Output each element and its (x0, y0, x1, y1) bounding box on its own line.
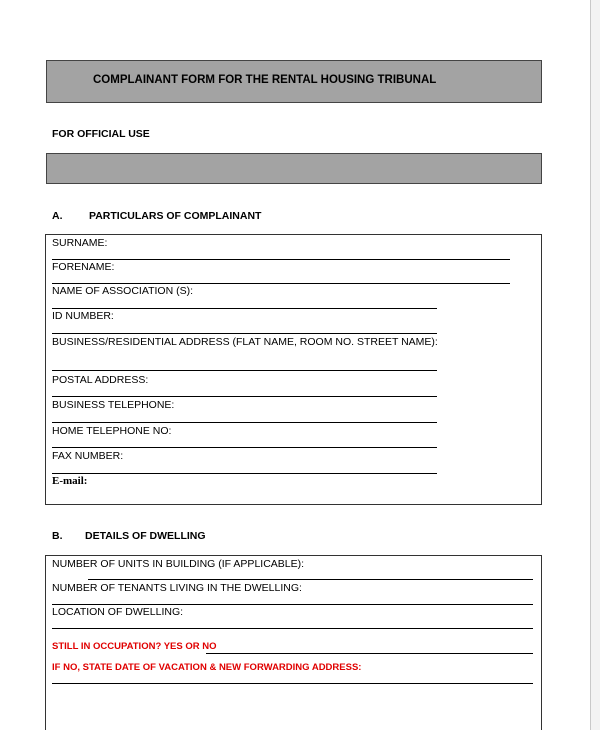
postal-address-line (52, 396, 437, 397)
association-label: NAME OF ASSOCIATION (S): (52, 285, 193, 297)
still-in-occupation-label: STILL IN OCCUPATION? YES OR NO (52, 641, 217, 652)
fax-number-field[interactable] (46, 450, 541, 474)
location-label: LOCATION OF DWELLING: (52, 606, 184, 618)
business-telephone-label: BUSINESS TELEPHONE: (52, 399, 175, 411)
official-use-label: FOR OFFICIAL USE (52, 128, 150, 140)
surname-line (52, 259, 510, 260)
location-line (52, 628, 533, 629)
section-a-letter: A. (52, 210, 63, 222)
vacation-date-line (52, 683, 533, 684)
email-label: E-mail: (52, 475, 88, 487)
surname-field[interactable] (46, 237, 541, 261)
tenants-count-label: NUMBER OF TENANTS LIVING IN THE DWELLING: (52, 582, 302, 594)
business-telephone-field[interactable] (46, 399, 541, 423)
section-b-letter: B. (52, 530, 63, 542)
units-in-building-line (88, 579, 533, 580)
home-telephone-line (52, 447, 437, 448)
address-label: BUSINESS/RESIDENTIAL ADDRESS (FLAT NAME, ROOM NO. STREET NAME): (52, 336, 438, 348)
units-in-building-label: NUMBER OF UNITS IN BUILDING (IF APPLICABLE): (52, 558, 305, 570)
surname-label: SURNAME: (52, 237, 108, 249)
address-field[interactable] (46, 336, 541, 360)
section-b-title: DETAILS OF DWELLING (85, 530, 206, 542)
still-in-occupation-line (206, 653, 533, 654)
id-number-field[interactable] (46, 310, 541, 334)
home-telephone-field[interactable] (46, 425, 541, 449)
tenants-count-line (52, 604, 533, 605)
tenants-count-field[interactable] (46, 582, 541, 606)
id-number-label: ID NUMBER: (52, 310, 114, 322)
id-number-line (52, 333, 437, 334)
form-title: COMPLAINANT FORM FOR THE RENTAL HOUSING TRIBUNAL (93, 74, 437, 86)
postal-address-label: POSTAL ADDRESS: (52, 374, 149, 386)
association-line (52, 308, 437, 309)
forename-field[interactable] (46, 261, 541, 285)
forename-line (52, 283, 510, 284)
title-banner (46, 60, 542, 103)
official-use-box (46, 153, 542, 184)
complainant-particulars-box (45, 234, 542, 505)
address-line (52, 370, 437, 371)
email-field[interactable] (46, 475, 541, 499)
association-field[interactable] (46, 285, 541, 309)
section-a-title: PARTICULARS OF COMPLAINANT (89, 210, 262, 222)
forename-label: FORENAME: (52, 261, 115, 273)
location-field[interactable] (46, 606, 541, 630)
postal-address-field[interactable] (46, 374, 541, 398)
fax-number-line (52, 473, 437, 474)
home-telephone-label: HOME TELEPHONE NO: (52, 425, 172, 437)
business-telephone-line (52, 422, 437, 423)
dwelling-details-box (45, 555, 542, 730)
vacation-date-label: IF NO, STATE DATE OF VACATION & NEW FORWARDING ADDRESS: (52, 662, 362, 673)
fax-number-label: FAX NUMBER: (52, 450, 124, 462)
